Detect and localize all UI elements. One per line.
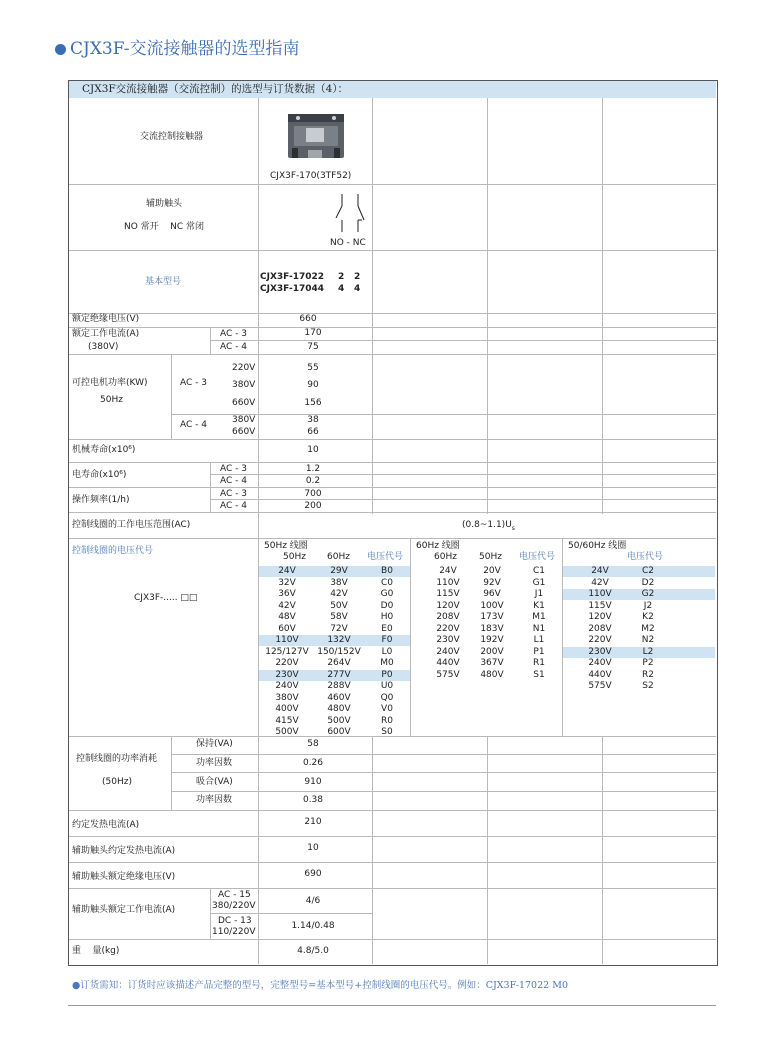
coil50-voltage-60hz: 288V <box>327 681 351 691</box>
coil50-voltage-50hz: 500V <box>275 727 299 737</box>
coil5060-code: D2 <box>641 577 655 588</box>
coil50-voltage-50hz: 240V <box>275 681 299 691</box>
table-row-rule <box>69 836 716 837</box>
coil60-code: K1 <box>533 600 545 611</box>
table-row-rule <box>69 184 716 185</box>
table-sub-rule <box>210 913 258 914</box>
coil-power-sub: (50Hz) <box>102 777 132 787</box>
value-col-rule <box>372 736 373 964</box>
aux-contact-sub: NO 常开 NC 常闭 <box>124 222 204 232</box>
elec-life-ac3: 1.2 <box>305 464 321 474</box>
value-col-rule <box>372 439 716 440</box>
coil60-voltage-50hz: 192V <box>480 635 504 645</box>
thermal-value: 210 <box>304 817 322 827</box>
aux-thermal-label: 辅助触头约定发热电流(A) <box>72 846 176 856</box>
title-bullet-icon <box>55 44 66 55</box>
base-model-2: CJX3F-17044 <box>260 284 325 294</box>
coil-range-label: 控制线圈的工作电压范围(AC) <box>72 520 191 530</box>
coil50-voltage-60hz: 42V <box>330 589 348 599</box>
work-current-sub: (380V) <box>88 342 119 352</box>
coil60-code: L1 <box>533 635 545 645</box>
coil50-voltage-50hz: 400V <box>275 704 299 714</box>
coil60-code: G1 <box>532 577 546 588</box>
coil50-voltage-60hz: 277V <box>327 669 351 680</box>
value-col-rule <box>372 474 716 475</box>
coil-power-row2-value: 0.26 <box>302 758 324 768</box>
table-title: CJX3F交流接触器（交流控制）的选型与订货数据（4）： <box>82 83 349 95</box>
coil50-voltage-60hz: 29V <box>330 566 348 576</box>
work-current-ac3-label: AC - 3 <box>220 329 247 339</box>
table-sub-rule <box>171 791 258 792</box>
coil50-voltage-60hz: 480V <box>327 704 351 714</box>
coil60-voltage-50hz: 96V <box>483 589 501 599</box>
value-sub-rule <box>258 913 372 914</box>
coil60-voltage-50hz: 20V <box>483 566 501 576</box>
coil60-voltage-60hz: 120V <box>436 600 460 611</box>
coil50-voltage-50hz: 380V <box>275 692 299 703</box>
table-row-rule <box>69 313 716 314</box>
motor-ac3-v2: 380V <box>232 380 256 390</box>
table-row-rule <box>69 810 716 811</box>
coil50-code: Q0 <box>380 692 394 703</box>
coil-power-row2-name: 功率因数 <box>196 758 233 768</box>
table-sub-rule <box>171 754 258 755</box>
coil5060-code: R2 <box>642 669 654 680</box>
coil50-code: D0 <box>380 600 394 611</box>
coil5060-voltage: 120V <box>588 612 612 622</box>
coil60-voltage-50hz: 367V <box>480 658 504 668</box>
value-sub-rule <box>258 340 372 341</box>
ac15-value: 4/6 <box>305 896 321 906</box>
coil50-code: L0 <box>381 646 393 657</box>
coil60-code: S1 <box>533 669 545 680</box>
work-current-ac4-label: AC - 4 <box>220 342 247 352</box>
base-model-1-no: 2 <box>338 272 345 282</box>
coil-power-row3-name: 吸合(VA) <box>196 777 233 787</box>
coil50-code: M0 <box>380 658 394 668</box>
value-col-rule <box>372 772 716 773</box>
value-sub-rule <box>258 754 372 755</box>
coil5060-voltage: 230V <box>588 646 612 657</box>
coil50-code: B0 <box>381 566 393 576</box>
coil60-voltage-50hz: 200V <box>480 646 504 657</box>
coil-range-value: $(0.8\sim 1.1)U_s$ <box>462 520 515 532</box>
coil60-voltage-60hz: 115V <box>436 589 460 599</box>
work-current-ac4: 75 <box>307 342 319 352</box>
sub-label-rule <box>210 888 211 939</box>
coil60-voltage-60hz: 208V <box>436 612 460 622</box>
coil50-voltage-60hz: 460V <box>327 692 351 703</box>
coil-power-row4-name: 功率因数 <box>196 795 233 805</box>
aux-work-label: 辅助触头额定工作电流(A) <box>72 905 176 915</box>
coil-group-50hz: 50Hz 线圈 <box>264 541 308 551</box>
coil5060-code: M2 <box>641 623 655 634</box>
coil5060-voltage: 110V <box>588 589 612 599</box>
value-col-rule <box>372 754 716 755</box>
base-model-1: CJX3F-17022 <box>260 272 325 282</box>
coil50-code: U0 <box>380 681 394 691</box>
coil50-code: H0 <box>380 612 394 622</box>
value-col-rule <box>372 327 716 328</box>
coil50-voltage-60hz: 600V <box>327 727 351 737</box>
coil60-voltage-50hz: 480V <box>480 669 504 680</box>
coil5060-code: K2 <box>642 612 654 622</box>
coil50-voltage-60hz: 500V <box>327 715 351 726</box>
page-title: CJX3F-交流接触器的选型指南 <box>70 39 300 59</box>
op-freq-ac4-label: AC - 4 <box>220 501 247 511</box>
coil5060-code: J2 <box>643 600 653 611</box>
value-col-rule <box>372 791 716 792</box>
no-nc-symbol-icon <box>332 192 368 234</box>
table-row-rule <box>69 250 716 251</box>
coil60-voltage-60hz: 220V <box>436 623 460 634</box>
value-col-rule <box>372 499 716 500</box>
coil50-code: G0 <box>380 589 394 599</box>
coil5060-code: G2 <box>641 589 655 599</box>
coil60-voltage-60hz: 110V <box>436 577 460 588</box>
coil50-voltage-50hz: 32V <box>278 577 296 588</box>
dc13-label: DC - 13 <box>218 916 252 926</box>
coil5060-code: S2 <box>642 681 654 691</box>
motor-ac3-v1: 220V <box>232 363 256 373</box>
coil60-voltage-50hz: 183V <box>480 623 504 634</box>
elec-life-label: 电寿命(x10⁶) <box>72 470 127 480</box>
coil5060-code: C2 <box>641 566 654 576</box>
coil50-voltage-50hz: 60V <box>278 623 296 634</box>
base-model-2-no: 4 <box>338 284 345 294</box>
coil50-voltage-50hz: 36V <box>278 589 296 599</box>
coil5060-voltage: 575V <box>588 681 612 691</box>
base-model-label: 基本型号 <box>145 277 182 287</box>
coil50-code: V0 <box>381 704 393 714</box>
coil50-code: P0 <box>381 669 393 680</box>
coil60-voltage-60hz: 230V <box>436 635 460 645</box>
dc13-voltage: 110/220V <box>212 927 256 937</box>
ac15-voltage: 380/220V <box>212 901 256 911</box>
weight-value: 4.8/5.0 <box>297 946 329 956</box>
coil60-voltage-60hz: 24V <box>439 566 457 576</box>
motor-ac4-kw2: 66 <box>307 427 319 437</box>
coil-power-row1-value: 58 <box>307 739 319 749</box>
elec-life-ac3-label: AC - 3 <box>220 464 247 474</box>
thermal-label: 约定发热电流(A) <box>72 820 140 830</box>
table-sub-rule <box>171 772 258 773</box>
motor-ac3-v3: 660V <box>232 398 256 408</box>
coil60-voltage-60hz: 440V <box>436 658 460 668</box>
insulation-voltage-value: 660 <box>299 314 317 324</box>
coil60-h-code: 电压代号 <box>519 552 556 562</box>
label-col-rule <box>258 98 259 964</box>
coil50-h-50hz: 50Hz <box>283 552 306 562</box>
dc13-value: 1.14/0.48 <box>291 921 335 931</box>
coil5060-voltage: 208V <box>588 623 612 634</box>
value-col-rule <box>372 512 716 513</box>
coil50-voltage-50hz: 220V <box>275 658 299 668</box>
coil50-voltage-60hz: 132V <box>327 635 351 645</box>
coil60-code: P1 <box>533 646 545 657</box>
coil5060-code: N2 <box>641 635 655 645</box>
motor-ac4-v2: 660V <box>232 427 256 437</box>
coil60-code: J1 <box>534 589 544 599</box>
coil-power-row3-value: 910 <box>304 777 322 787</box>
coil5060-voltage: 220V <box>588 635 612 645</box>
coil-group-60hz: 60Hz 线圈 <box>416 541 460 551</box>
motor-ac4-v1: 380V <box>232 415 256 425</box>
motor-ac3-label: AC - 3 <box>180 378 207 388</box>
value-col-rule <box>487 736 488 964</box>
weight-label: 重 量(kg) <box>72 946 120 956</box>
base-model-2-nc: 4 <box>354 284 361 294</box>
table-row-rule <box>69 888 716 889</box>
contactor-photo <box>286 108 348 168</box>
ac15-label: AC - 15 <box>218 890 251 900</box>
motor-power-sub: 50Hz <box>100 395 123 405</box>
base-model-1-nc: 2 <box>354 272 361 282</box>
sub-label-rule <box>210 462 211 512</box>
motor-ac3-kw1: 55 <box>307 363 319 373</box>
elec-life-ac4-label: AC - 4 <box>220 476 247 486</box>
coil5060-voltage: 24V <box>591 566 609 576</box>
value-col-rule <box>372 354 716 355</box>
order-footnote: ●订货需知：订货时应该描述产品完整的型号，完整型号=基本型号+控制线圈的电压代号。例如：CJX3F-17022 M0 <box>72 980 568 991</box>
sub-label-rule <box>171 736 172 810</box>
op-freq-ac3-label: AC - 3 <box>220 489 247 499</box>
coil60-voltage-60hz: 575V <box>436 669 460 680</box>
coil50-code: E0 <box>381 623 393 634</box>
product-row-label: 交流控制接触器 <box>140 132 204 142</box>
value-sub-rule <box>258 772 372 773</box>
coil50-code: F0 <box>381 635 393 645</box>
coil50-voltage-50hz: 415V <box>275 715 299 726</box>
value-col-rule <box>602 98 603 514</box>
product-model-caption: CJX3F-170(3TF52) <box>270 171 352 181</box>
motor-power-label: 可控电机功率(KW) <box>72 378 148 388</box>
table-sub-rule <box>210 340 258 341</box>
coil60-voltage-50hz: 92V <box>483 577 501 588</box>
footer-rule <box>68 1005 716 1006</box>
coil50-voltage-60hz: 50V <box>330 600 348 611</box>
no-nc-caption: NO - NC <box>330 238 366 248</box>
coil50-voltage-50hz: 110V <box>275 635 299 645</box>
op-freq-ac4: 200 <box>304 501 322 511</box>
coil50-voltage-50hz: 230V <box>275 669 299 680</box>
coil-group-rule <box>410 538 411 736</box>
coil5060-voltage: 240V <box>588 658 612 668</box>
coil60-code: R1 <box>533 658 545 668</box>
coil5060-voltage: 42V <box>591 577 609 588</box>
work-current-label: 额定工作电流(A) <box>72 329 140 339</box>
coil50-voltage-60hz: 72V <box>330 623 348 634</box>
coil60-code: C1 <box>532 566 545 576</box>
coil5060-voltage: 115V <box>588 600 612 611</box>
value-col-rule <box>372 487 716 488</box>
value-col-rule <box>372 340 716 341</box>
aux-thermal-value: 10 <box>307 843 319 853</box>
coil50-voltage-50hz: 125/127V <box>265 646 309 657</box>
sub-label-rule <box>171 354 172 439</box>
coil5060-code: P2 <box>642 658 654 668</box>
coil50-voltage-60hz: 150/152V <box>317 646 361 657</box>
elec-life-ac4: 0.2 <box>305 476 321 486</box>
coil-power-label: 控制线圈的功率消耗 <box>76 754 158 764</box>
coil50-h-60hz: 60Hz <box>327 552 350 562</box>
coil5060-code: L2 <box>642 646 654 657</box>
coil50-voltage-60hz: 38V <box>330 577 348 588</box>
table-sub-rule <box>69 487 258 488</box>
value-col-rule <box>372 98 373 514</box>
coil-code-label: 控制线圈的电压代号 <box>72 546 154 556</box>
coil60-h-50hz: 50Hz <box>479 552 502 562</box>
coil50-voltage-60hz: 58V <box>330 612 348 622</box>
value-sub-rule <box>258 487 372 488</box>
motor-ac3-kw3: 156 <box>304 398 322 408</box>
coil50-voltage-50hz: 48V <box>278 612 296 622</box>
coil60-voltage-50hz: 100V <box>480 600 504 611</box>
coil60-h-60hz: 60Hz <box>434 552 457 562</box>
op-freq-ac3: 700 <box>304 489 322 499</box>
coil-power-row4-value: 0.38 <box>302 795 324 805</box>
motor-ac4-label: AC - 4 <box>180 420 207 430</box>
coil60-code: M1 <box>532 612 546 622</box>
aux-contact-label: 辅助触头 <box>146 199 183 209</box>
coil50-code: R0 <box>381 715 393 726</box>
value-col-rule <box>487 98 488 514</box>
motor-ac4-kw1: 38 <box>307 415 319 425</box>
coil60-code: N1 <box>532 623 546 634</box>
aux-ins-label: 辅助触头额定绝缘电压(V) <box>72 872 176 882</box>
table-row-rule <box>69 538 716 539</box>
coil60-voltage-60hz: 240V <box>436 646 460 657</box>
sub-label-rule <box>210 327 211 354</box>
table-row-rule <box>69 939 716 940</box>
coil5060-h-code: 电压代号 <box>627 552 664 562</box>
op-freq-label: 操作频率(1/h) <box>72 495 130 505</box>
motor-ac3-kw2: 90 <box>307 380 319 390</box>
coil50-voltage-50hz: 24V <box>278 566 296 576</box>
value-col-rule <box>602 736 603 964</box>
coil-power-row1-name: 保持(VA) <box>196 739 233 749</box>
coil50-h-code: 电压代号 <box>367 552 404 562</box>
coil60-voltage-50hz: 173V <box>480 612 504 622</box>
coil50-voltage-60hz: 264V <box>327 658 351 668</box>
work-current-ac3: 170 <box>304 328 322 338</box>
value-col-rule <box>372 414 716 415</box>
coil-code-model-prefix: CJX3F-..... □□ <box>134 593 198 603</box>
value-sub-rule <box>258 791 372 792</box>
insulation-voltage-label: 额定绝缘电压(V) <box>72 314 140 324</box>
mech-life-value: 10 <box>307 445 319 455</box>
coil50-code: C0 <box>380 577 393 588</box>
coil-group-5060hz: 50/60Hz 线圈 <box>568 541 627 551</box>
value-col-rule <box>372 462 716 463</box>
mech-life-label: 机械寿命(x10⁶) <box>72 445 136 455</box>
coil50-voltage-50hz: 42V <box>278 600 296 611</box>
coil5060-voltage: 440V <box>588 669 612 680</box>
table-row-rule <box>69 862 716 863</box>
coil50-code: S0 <box>381 727 393 737</box>
aux-ins-value: 690 <box>304 869 322 879</box>
